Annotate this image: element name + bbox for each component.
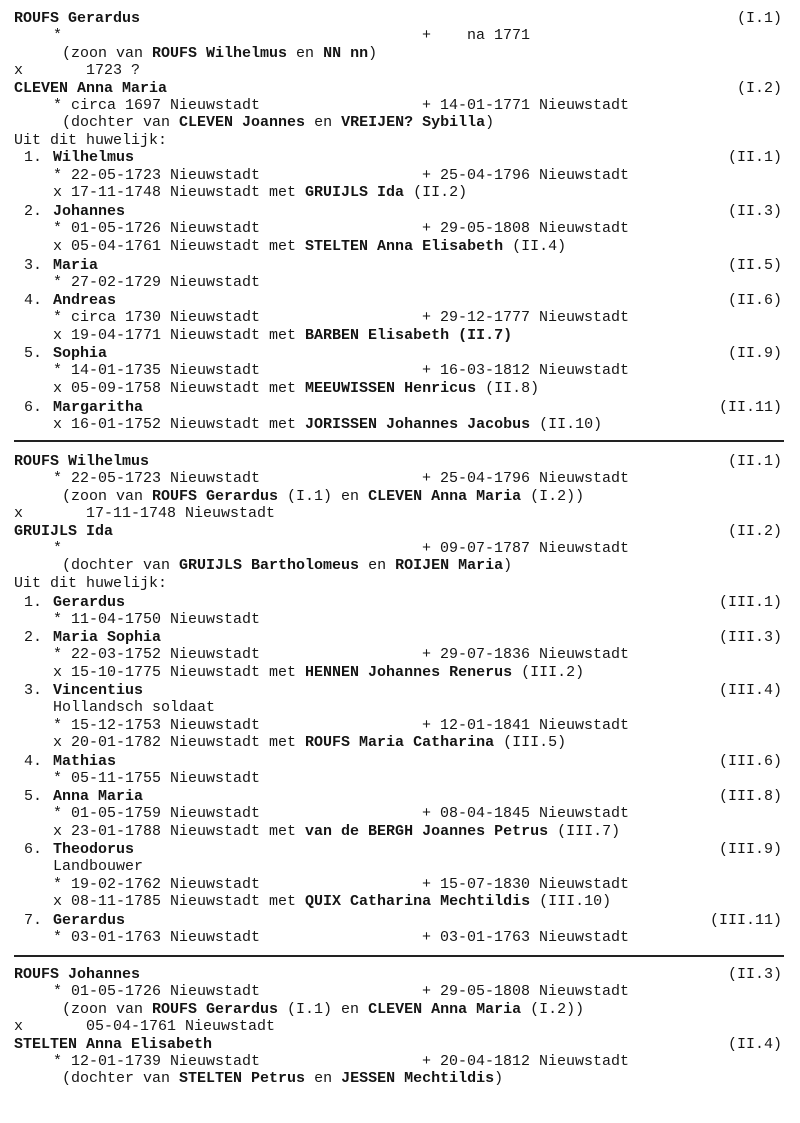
parents-mid: (I.1) en bbox=[278, 1000, 369, 1018]
child-number: 5. bbox=[24, 345, 43, 362]
spouse-name: van de BERGH Joannes Petrus bbox=[305, 822, 549, 840]
death-text: + 25-04-1796 Nieuwstadt bbox=[422, 166, 630, 184]
birth-death-line bbox=[0, 805, 800, 822]
child-name: Anna Maria bbox=[53, 788, 144, 805]
surname: STELTEN bbox=[14, 1035, 78, 1053]
death-text: + 14-01-1771 Nieuwstadt bbox=[422, 97, 630, 114]
family-ref: (I.1) bbox=[736, 10, 782, 27]
parents-suffix: ) bbox=[368, 44, 378, 62]
marriage-line bbox=[0, 184, 800, 201]
child-ref: (III.9) bbox=[718, 841, 782, 858]
occupation-line bbox=[0, 699, 800, 716]
birth-text: * circa 1697 Nieuwstadt bbox=[53, 97, 261, 114]
birth-death-line bbox=[0, 309, 800, 326]
birth-text: * 03-01-1763 Nieuwstadt bbox=[53, 929, 261, 947]
parents-suffix: (I.2)) bbox=[521, 487, 585, 505]
spouse-ref: (III.5) bbox=[494, 734, 567, 752]
marriage-text bbox=[53, 734, 566, 751]
child-ref: (III.6) bbox=[718, 753, 782, 770]
marriage-line bbox=[0, 416, 800, 433]
child-ref: (II.5) bbox=[727, 257, 782, 274]
mother-name: JESSEN Mechtildis bbox=[341, 1070, 495, 1088]
birth-text: * 15-12-1753 Nieuwstadt bbox=[53, 716, 261, 734]
birth-death-line bbox=[0, 220, 800, 237]
death-text: + 29-05-1808 Nieuwstadt bbox=[422, 220, 630, 238]
child-number: 5. bbox=[24, 788, 43, 805]
marriage-prefix: x 17-11-1748 Nieuwstadt met bbox=[53, 184, 306, 201]
family-ref: (II.1) bbox=[727, 453, 782, 470]
death-text: + 20-04-1812 Nieuwstadt bbox=[422, 1053, 630, 1070]
section-divider bbox=[14, 440, 784, 442]
marriage-text bbox=[53, 416, 602, 433]
child-line bbox=[0, 682, 800, 699]
parents-line bbox=[0, 1001, 800, 1018]
given-name: Wilhelmus bbox=[68, 453, 150, 470]
child-line bbox=[0, 203, 800, 220]
spouse-name: JORISSEN Johannes Jacobus bbox=[305, 416, 531, 434]
given-name: Ida bbox=[86, 522, 114, 540]
marriage-line bbox=[0, 327, 800, 344]
birth-death-line bbox=[0, 97, 800, 114]
marriage-prefix: x 23-01-1788 Nieuwstadt met bbox=[53, 822, 306, 840]
child-line bbox=[0, 841, 800, 858]
child-ref: (III.4) bbox=[718, 682, 782, 699]
wife-line bbox=[0, 80, 800, 97]
child-number: 6. bbox=[24, 399, 43, 416]
child-number: 1. bbox=[24, 149, 43, 167]
child-name: Maria bbox=[53, 257, 99, 274]
child-number: 2. bbox=[24, 629, 43, 646]
child-ref: (III.11) bbox=[709, 912, 782, 929]
spouse-name: BARBEN Elisabeth (II.7) bbox=[305, 326, 513, 344]
given-name: Johannes bbox=[68, 966, 141, 983]
family-head-line bbox=[0, 10, 800, 27]
child-number: 3. bbox=[24, 682, 43, 699]
marriage-line bbox=[0, 664, 800, 681]
marriage-text bbox=[53, 664, 584, 681]
child-number: 4. bbox=[24, 292, 43, 309]
father-name: GRUIJLS Bartholomeus bbox=[179, 557, 360, 575]
parents-prefix: (zoon van bbox=[62, 487, 153, 505]
birth-death-line bbox=[0, 362, 800, 379]
surname: GRUIJLS bbox=[14, 522, 78, 540]
parents-suffix: (I.2)) bbox=[521, 1000, 585, 1018]
person-name bbox=[14, 966, 140, 983]
spouse-name: STELTEN Anna Elisabeth bbox=[305, 237, 504, 255]
marriage-line bbox=[0, 1018, 800, 1035]
birth-text: * 01-05-1759 Nieuwstadt bbox=[53, 805, 261, 823]
death-text: + 09-07-1787 Nieuwstadt bbox=[422, 540, 630, 557]
birth-death-line bbox=[0, 876, 800, 893]
parents-text bbox=[62, 488, 584, 505]
parents-text bbox=[62, 557, 512, 574]
birth-death-line bbox=[0, 983, 800, 1000]
wife-ref: (I.2) bbox=[736, 79, 782, 97]
wife-ref: (II.4) bbox=[727, 1035, 782, 1053]
spouse-ref: (II.10) bbox=[530, 416, 603, 434]
surname: ROUFS bbox=[14, 453, 60, 470]
parents-mid: en bbox=[287, 44, 324, 62]
occupation-line bbox=[0, 858, 800, 875]
parents-suffix: ) bbox=[503, 557, 513, 575]
marriage-prefix: x 05-04-1761 Nieuwstadt met bbox=[53, 237, 306, 255]
marriage-text: x 05-04-1761 Nieuwstadt bbox=[14, 1018, 276, 1036]
birth-death-line bbox=[0, 717, 800, 734]
mother-name: CLEVEN Anna Maria bbox=[368, 1000, 522, 1018]
child-name: Vincentius bbox=[53, 682, 144, 699]
child-line bbox=[0, 149, 800, 166]
death-text: + 03-01-1763 Nieuwstadt bbox=[422, 929, 630, 947]
spouse-name: QUIX Catharina Mechtildis bbox=[305, 893, 531, 911]
parents-line bbox=[0, 488, 800, 505]
marriage-line bbox=[0, 893, 800, 910]
wife-ref: (II.2) bbox=[727, 522, 782, 540]
marriage-text bbox=[53, 380, 539, 397]
birth-death-line bbox=[0, 929, 800, 946]
parents-line bbox=[0, 1070, 800, 1087]
child-name: Mathias bbox=[53, 753, 117, 770]
death-text: + 12-01-1841 Nieuwstadt bbox=[422, 716, 630, 734]
parents-suffix: ) bbox=[494, 1070, 504, 1088]
birth-death-line bbox=[0, 1053, 800, 1070]
parents-mid: en bbox=[359, 557, 396, 575]
death-text: + 29-07-1836 Nieuwstadt bbox=[422, 646, 630, 664]
wife-name bbox=[14, 80, 167, 97]
spouse-ref: (II.8) bbox=[476, 379, 540, 397]
birth-text: * 01-05-1726 Nieuwstadt bbox=[53, 220, 261, 238]
birth-text: * 05-11-1755 Nieuwstadt bbox=[53, 770, 261, 788]
birth-death-line bbox=[0, 646, 800, 663]
given-name: Anna Maria bbox=[77, 79, 168, 97]
family-head-line bbox=[0, 453, 800, 470]
parents-text bbox=[62, 1001, 584, 1018]
child-name: Gerardus bbox=[53, 594, 126, 611]
marriage-text bbox=[53, 184, 467, 201]
child-line bbox=[0, 629, 800, 646]
parents-prefix: (dochter van bbox=[62, 114, 180, 132]
child-name: Theodorus bbox=[53, 841, 135, 858]
father-name: CLEVEN Joannes bbox=[179, 114, 306, 132]
marriage-line bbox=[0, 380, 800, 397]
birth-text: * 22-05-1723 Nieuwstadt bbox=[53, 470, 261, 488]
occupation-text: Landbouwer bbox=[53, 858, 144, 876]
child-name: Maria Sophia bbox=[53, 629, 162, 646]
marriage-prefix: x 19-04-1771 Nieuwstadt met bbox=[53, 326, 306, 344]
marriage-line bbox=[0, 734, 800, 751]
child-ref: (II.3) bbox=[727, 203, 782, 220]
child-ref: (III.1) bbox=[718, 594, 782, 611]
parents-prefix: (zoon van bbox=[62, 1000, 153, 1018]
parents-prefix: (dochter van bbox=[62, 557, 180, 575]
marriage-line bbox=[0, 505, 800, 522]
child-ref: (II.1) bbox=[727, 149, 782, 167]
mother-name: ROIJEN Maria bbox=[395, 557, 504, 575]
marriage-line bbox=[0, 62, 800, 79]
birth-mark: * bbox=[53, 27, 63, 45]
child-number: 2. bbox=[24, 203, 43, 220]
birth-death-line bbox=[0, 770, 800, 787]
surname: ROUFS bbox=[14, 10, 60, 27]
child-line bbox=[0, 912, 800, 929]
birth-death-line bbox=[0, 540, 800, 557]
children-intro bbox=[0, 132, 800, 149]
spouse-ref: (III.2) bbox=[512, 663, 585, 681]
section-divider bbox=[14, 955, 784, 957]
parents-line bbox=[0, 114, 800, 131]
father-name: ROUFS Gerardus bbox=[152, 1000, 279, 1018]
birth-text: * 14-01-1735 Nieuwstadt bbox=[53, 362, 261, 380]
wife-name bbox=[14, 1036, 212, 1053]
father-name: ROUFS Wilhelmus bbox=[152, 44, 288, 62]
birth-text: * 22-05-1723 Nieuwstadt bbox=[53, 166, 261, 184]
child-line bbox=[0, 292, 800, 309]
spouse-name: GRUIJLS Ida bbox=[305, 184, 405, 201]
wife-line bbox=[0, 1036, 800, 1053]
birth-text: * 22-03-1752 Nieuwstadt bbox=[53, 646, 261, 664]
birth-death-line bbox=[0, 611, 800, 628]
parents-text bbox=[62, 114, 494, 131]
child-ref: (II.6) bbox=[727, 292, 782, 309]
wife-line bbox=[0, 523, 800, 540]
birth-text: * 12-01-1739 Nieuwstadt bbox=[53, 1053, 261, 1070]
child-line bbox=[0, 753, 800, 770]
child-ref: (III.3) bbox=[718, 629, 782, 646]
parents-prefix: (dochter van bbox=[62, 1070, 180, 1088]
father-name: ROUFS Gerardus bbox=[152, 487, 279, 505]
spouse-name: MEEUWISSEN Henricus bbox=[305, 379, 477, 397]
mother-name: VREIJEN? Sybilla bbox=[341, 114, 486, 132]
parents-line bbox=[0, 45, 800, 62]
spouse-ref: (III.7) bbox=[548, 822, 621, 840]
birth-death-line bbox=[0, 27, 800, 44]
spouse-ref: (III.10) bbox=[530, 893, 612, 911]
child-line bbox=[0, 345, 800, 362]
child-number: 4. bbox=[24, 753, 43, 770]
person-name bbox=[14, 453, 149, 470]
marriage-text bbox=[53, 823, 620, 840]
parents-suffix: ) bbox=[485, 114, 495, 132]
family-ref: (II.3) bbox=[727, 966, 782, 983]
wife-name bbox=[14, 523, 113, 540]
birth-death-line bbox=[0, 274, 800, 291]
marriage-text bbox=[53, 238, 566, 255]
child-name: Johannes bbox=[53, 203, 126, 220]
marriage-prefix: x 16-01-1752 Nieuwstadt met bbox=[53, 416, 306, 434]
spouse-ref: (II.4) bbox=[503, 237, 567, 255]
occupation-text: Hollandsch soldaat bbox=[53, 699, 216, 717]
child-name: Sophia bbox=[53, 345, 108, 362]
birth-death-line bbox=[0, 470, 800, 487]
children-intro bbox=[0, 575, 800, 592]
birth-text: * 19-02-1762 Nieuwstadt bbox=[53, 875, 261, 893]
parents-mid: en bbox=[305, 1070, 342, 1088]
child-name: Andreas bbox=[53, 292, 117, 309]
spouse-name: ROUFS Maria Catharina bbox=[305, 734, 495, 752]
marriage-text: x 1723 ? bbox=[14, 62, 141, 80]
parents-prefix: (zoon van bbox=[62, 44, 153, 62]
marriage-prefix: x 15-10-1775 Nieuwstadt met bbox=[53, 663, 306, 681]
death-text: + 25-04-1796 Nieuwstadt bbox=[422, 470, 630, 488]
children-intro-text: Uit dit huwelijk: bbox=[14, 574, 168, 592]
marriage-prefix: x 08-11-1785 Nieuwstadt met bbox=[53, 893, 306, 911]
person-name bbox=[14, 10, 140, 27]
child-number: 6. bbox=[24, 841, 43, 858]
parents-text bbox=[62, 45, 377, 62]
death-text: + 29-05-1808 Nieuwstadt bbox=[422, 983, 630, 1001]
mother-name: NN nn bbox=[323, 44, 369, 62]
marriage-line bbox=[0, 238, 800, 255]
given-name: Anna Elisabeth bbox=[86, 1035, 213, 1053]
death-text: + 16-03-1812 Nieuwstadt bbox=[422, 362, 630, 380]
birth-text: * 11-04-1750 Nieuwstadt bbox=[53, 611, 261, 629]
mother-name: CLEVEN Anna Maria bbox=[368, 487, 522, 505]
birth-death-line bbox=[0, 167, 800, 184]
death-text: + na 1771 bbox=[422, 27, 531, 45]
marriage-text: x 17-11-1748 Nieuwstadt bbox=[14, 505, 276, 523]
death-text: + 29-12-1777 Nieuwstadt bbox=[422, 309, 630, 327]
child-ref: (III.8) bbox=[718, 788, 782, 805]
marriage-text bbox=[53, 893, 611, 910]
marriage-prefix: x 05-09-1758 Nieuwstadt met bbox=[53, 379, 306, 397]
parents-text bbox=[62, 1070, 503, 1087]
surname: ROUFS bbox=[14, 966, 60, 983]
death-text: + 08-04-1845 Nieuwstadt bbox=[422, 805, 630, 823]
child-line bbox=[0, 257, 800, 274]
surname: CLEVEN bbox=[14, 79, 69, 97]
death-text: + 15-07-1830 Nieuwstadt bbox=[422, 875, 630, 893]
child-ref: (II.11) bbox=[718, 399, 782, 416]
marriage-prefix: x 20-01-1782 Nieuwstadt met bbox=[53, 734, 306, 752]
child-line bbox=[0, 788, 800, 805]
father-name: STELTEN Petrus bbox=[179, 1070, 306, 1088]
birth-mark: * bbox=[53, 540, 63, 557]
birth-text: * circa 1730 Nieuwstadt bbox=[53, 309, 261, 327]
birth-text: * 01-05-1726 Nieuwstadt bbox=[53, 983, 261, 1001]
family-head-line bbox=[0, 966, 800, 983]
spouse-ref: (II.2) bbox=[404, 184, 468, 201]
child-number: 1. bbox=[24, 594, 43, 611]
parents-line bbox=[0, 557, 800, 574]
given-name: Gerardus bbox=[68, 10, 141, 27]
child-line bbox=[0, 399, 800, 416]
child-ref: (II.9) bbox=[727, 345, 782, 362]
spouse-name: HENNEN Johannes Renerus bbox=[305, 663, 513, 681]
child-name: Wilhelmus bbox=[53, 149, 135, 167]
birth-text: * 27-02-1729 Nieuwstadt bbox=[53, 274, 261, 292]
children-intro-text: Uit dit huwelijk: bbox=[14, 131, 168, 149]
child-number: 7. bbox=[24, 912, 43, 929]
child-line bbox=[0, 594, 800, 611]
parents-mid: en bbox=[305, 114, 342, 132]
child-name: Margaritha bbox=[53, 399, 144, 416]
child-name: Gerardus bbox=[53, 912, 126, 929]
marriage-line bbox=[0, 823, 800, 840]
parents-mid: (I.1) en bbox=[278, 487, 369, 505]
marriage-text bbox=[53, 327, 512, 344]
child-number: 3. bbox=[24, 257, 43, 274]
